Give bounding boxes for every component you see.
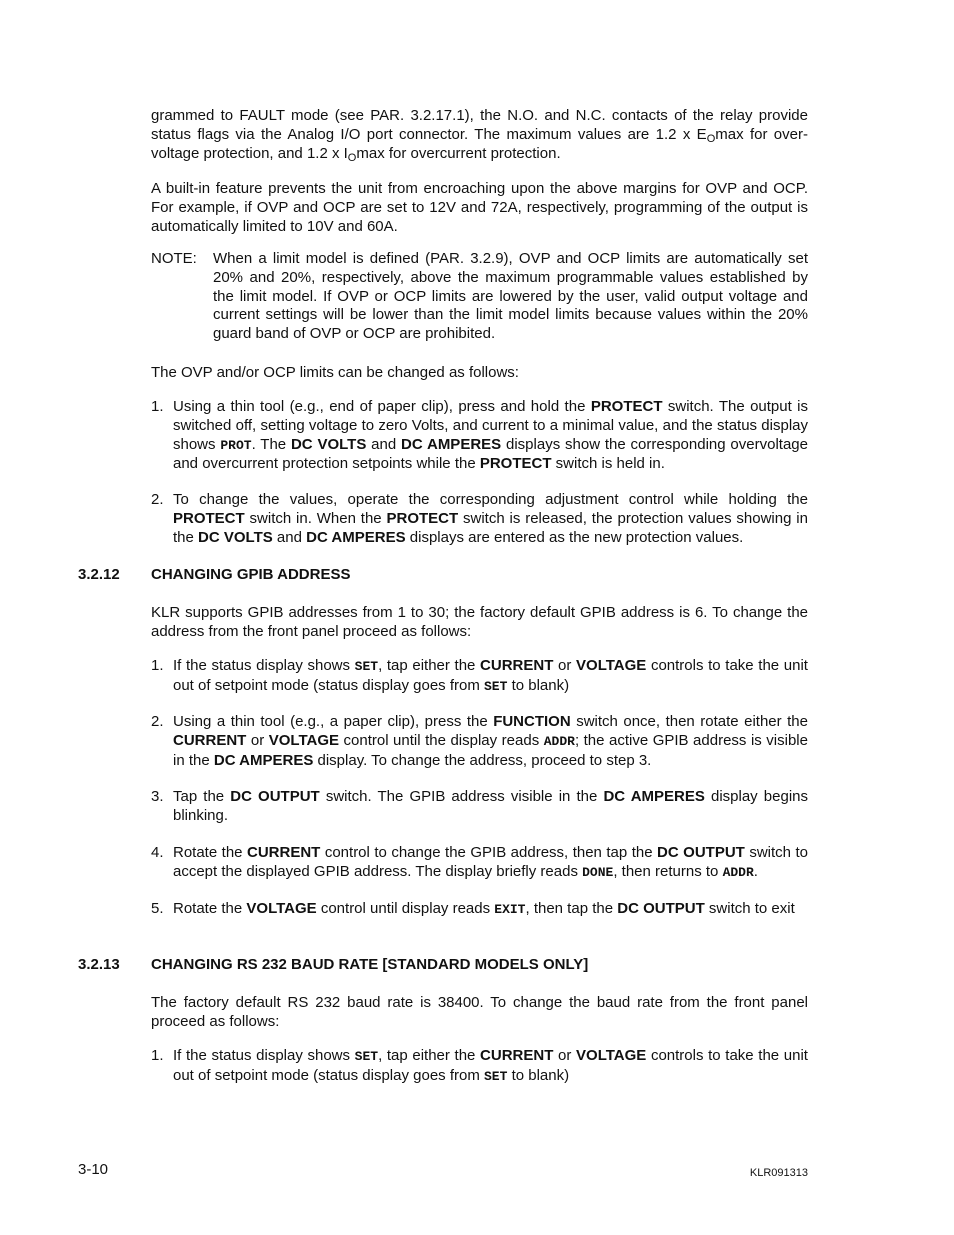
section-number: 3.2.13 [78,956,120,973]
bold-term: PROTECT [590,398,663,415]
text-run: switch to accept the displayed GPIB address. The display briefly reads [173,844,808,880]
display-code: EXIT [494,902,526,917]
section-number: 3.2.12 [78,566,120,583]
text-run: switch. The GPIB address visible in the [319,788,604,805]
list-number: 1. [151,1047,164,1064]
bold-term: VOLTAGE [246,900,317,917]
display-code: SET [354,659,379,674]
display-code: SET [484,1068,508,1084]
note-label: NOTE: [151,250,197,267]
list-number: 1. [151,657,164,674]
bold-term: VOLTAGE [576,1047,647,1064]
text-run: , then tap the [525,900,618,917]
text-run: If the status display shows [173,657,355,674]
list-item [151,844,808,883]
text-run: Using a thin tool (e.g., a paper clip), press the [173,713,494,730]
subscript: O [347,151,357,164]
display-code: SET [484,678,508,694]
text-run: or [553,1047,577,1064]
text-run: ; the active GPIB address is visible in the [173,731,808,769]
paragraph-baud-intro: The factory default RS 232 baud rate is 38400. To change the baud rate from the front panel proceed as follows: [151,994,808,1030]
text-run: switch once, then rotate either the [570,713,808,730]
bold-term: DC AMPERES [213,751,314,769]
text-run: controls to take the unit out of setpoint mode (status display goes from [173,657,808,694]
text-run: , tap either the [378,1047,481,1064]
section-title: CHANGING GPIB ADDRESS [151,566,351,583]
text-run: Using a thin tool (e.g., end of paper clip), press and hold the [173,398,591,415]
bold-term: DC OUTPUT [657,844,745,861]
text-run: Rotate the [173,900,247,917]
page-number: 3-10 [78,1161,109,1178]
display-code: SET [354,1049,379,1064]
text-run: switch in. When the [244,509,387,527]
display-code: ADDR [722,864,754,880]
bold-term: DC VOLTS [198,528,273,546]
text-run: , tap either the [378,657,481,674]
text-run: control until the display reads [339,731,544,749]
bold-term: PROTECT [479,455,552,473]
text-run: switch is released, the protection values showing in the [173,509,808,546]
bold-term: FUNCTION [493,713,571,730]
display-code: PROT [220,437,252,453]
list-item [151,398,808,474]
bold-term: CURRENT [480,1047,554,1064]
list-item [151,491,808,547]
display-code: DONE [582,864,614,880]
list-number: 2. [151,713,164,730]
list-item [151,657,808,697]
text-run: , then returns to [613,862,723,880]
text-run: grammed to FAULT mode (see PAR. 3.2.17.1), the N.O. and N.C. contacts of the relay provide status flags via the Analog I/O port connector. The maximum values are 1.2 x E [151,107,808,143]
text-run: display. To change the address, proceed to step 3. [313,751,652,769]
list-number: 4. [151,844,164,861]
list-number: 2. [151,491,164,508]
subscript: O [706,132,716,145]
section-title: CHANGING RS 232 BAUD RATE [STANDARD MODELS ONLY] [151,956,589,973]
bold-term: VOLTAGE [268,731,339,749]
text-run: displays show the corresponding overvoltage and overcurrent protection setpoints while the [173,435,808,473]
text-run: switch to exit [704,900,795,917]
text-run: Rotate the [173,844,248,861]
list-item [151,713,808,770]
text-run: and [366,435,402,453]
text-run: switch. The output is switched off, setting voltage to zero Volts, and current to a minimal value, and the status display shows [173,398,808,453]
text-run: or [246,731,269,749]
bold-term: CURRENT [173,731,247,749]
note-block [151,250,808,344]
paragraph-gpib-intro: KLR supports GPIB addresses from 1 to 30; the factory default GPIB address is 6. To change the address from the front panel proceed as follows: [151,604,808,640]
text-run: display begins blinking. [173,788,808,824]
paragraph-fault-mode [151,107,808,163]
text-run: Tap the [173,788,231,805]
text-run: To change the values, operate the corresponding adjustment control while holding the [173,491,808,508]
text-run: displays are entered as the new protection values. [405,528,744,546]
bold-term: PROTECT [173,509,245,527]
document-id: KLR091313 [749,1167,808,1179]
text-run: and [272,528,307,546]
text-run: If the status display shows [173,1047,355,1064]
list-number: 1. [151,398,164,415]
bold-term: CURRENT [480,657,554,674]
list-number: 5. [151,900,164,917]
display-code: ADDR [543,733,575,749]
bold-term: DC AMPERES [306,528,406,546]
list-item [151,788,808,826]
text-run: max for overcurrent protection. [356,144,561,162]
text-run: controls to take the unit out of setpoint mode (status display goes from [173,1047,808,1084]
bold-term: DC VOLTS [290,435,367,453]
bold-term: PROTECT [386,509,459,527]
bold-term: DC AMPERES [603,788,705,805]
text-run: control to change the GPIB address, then tap the [320,844,658,861]
paragraph-ovp-intro: The OVP and/or OCP limits can be changed as follows: [151,364,519,381]
bold-term: CURRENT [247,844,321,861]
text-run: control until display reads [316,900,495,917]
note-text: When a limit model is defined (PAR. 3.2.9), OVP and OCP limits are automatically set 20% and 20%, respectively, above the maximum programmable values established by the limit model. If OVP or OCP limits are lowered by the user, valid output voltage and current settings will be lower than the limit model limits because values within the 20% guard band of OVP or OCP are prohibited. [213,250,808,343]
paragraph-built-in-feature: A built-in feature prevents the unit from encroaching upon the above margins for OVP and OCP. For example, if OVP and OCP are set to 12V and 72A, respectively, programming of the output is automatically limited to 10V and 60A. [151,180,808,235]
list-item [151,900,808,920]
text-run: max for over-voltage protection, and 1.2 x I [151,125,808,162]
text-run: switch is held in. [551,455,665,473]
text-run: to blank) [507,676,570,694]
text-run: to blank) [507,1066,570,1084]
list-item [151,1047,808,1087]
bold-term: VOLTAGE [576,657,647,674]
bold-term: DC OUTPUT [230,788,320,805]
bold-term: DC OUTPUT [617,900,705,917]
text-run: . [753,862,758,880]
list-number: 3. [151,788,164,805]
bold-term: DC AMPERES [401,435,502,453]
text-run: . The [251,435,291,453]
text-run: or [553,657,577,674]
